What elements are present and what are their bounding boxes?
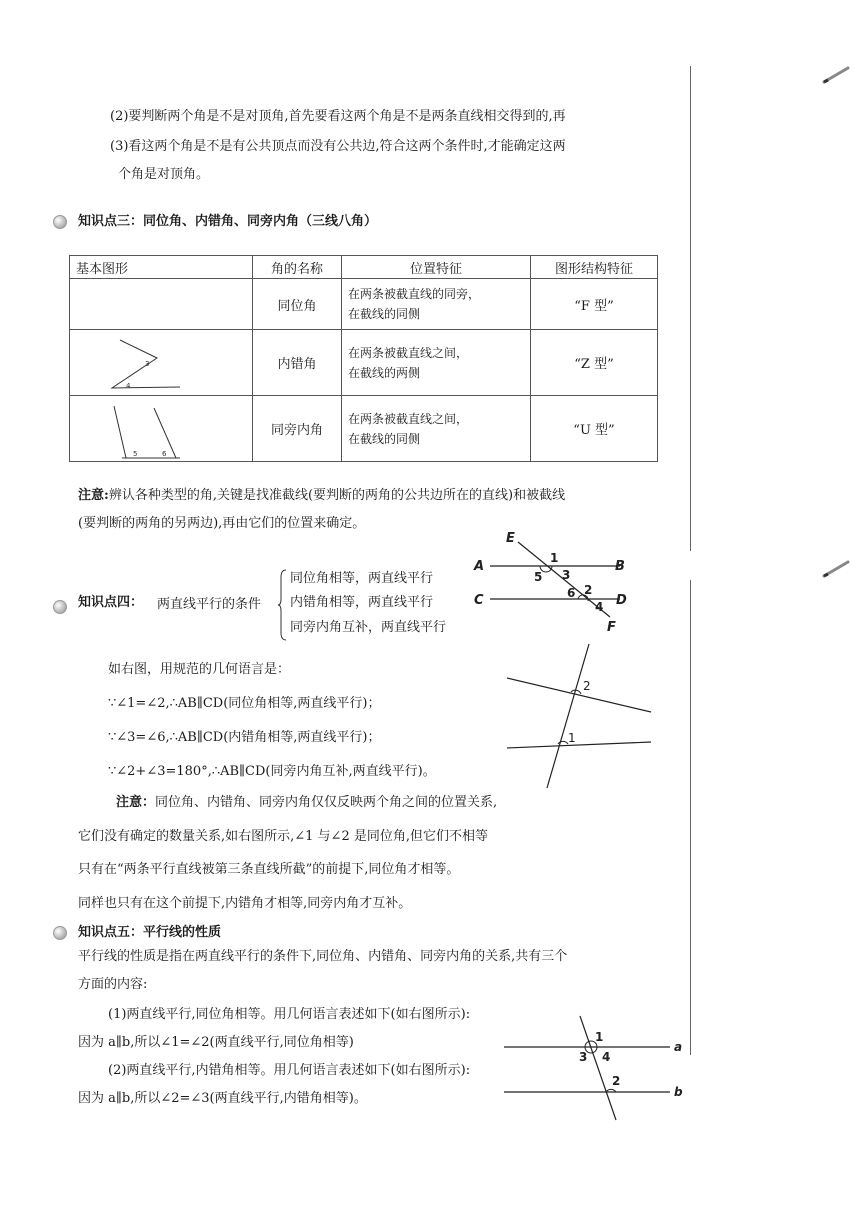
pencil-icon (822, 66, 852, 86)
u-label-5: 5 (133, 450, 138, 458)
z-label-3: 3 (145, 360, 150, 368)
angle-name: 同位角 (253, 279, 342, 330)
fig3-label-4: 4 (602, 1050, 611, 1064)
fig3-label-a: a (674, 1040, 683, 1054)
fig-label-2: 2 (584, 583, 593, 597)
bullet-icon (53, 926, 67, 940)
position-feature: 在两条被截直线之间， 在截线的两侧 (342, 330, 531, 396)
table-header: 角的名称 (253, 256, 342, 279)
intro-line-3: 个角是对顶角。 (118, 167, 210, 182)
condition-item: 同位角相等，两直线平行 (290, 571, 434, 586)
kp5-paragraph-2: 方面的内容: (78, 977, 148, 992)
brace-icon (278, 569, 288, 641)
table-header: 位置特征 (342, 256, 531, 279)
margin-rule-top (690, 66, 691, 551)
fig-label-A: A (474, 559, 485, 574)
fig-label-F: F (607, 620, 616, 635)
kp3-note-line-2: (要判断的两角的另两边),再由它们的位置来确定。 (78, 516, 366, 531)
z-figure (100, 336, 190, 396)
fig-label-4: 4 (595, 600, 604, 614)
kp5-item-2: (2)两直线平行,内错角相等。用几何语言表述如下(如右图所示): (108, 1063, 471, 1078)
angle-name: 同旁内角 (253, 396, 342, 462)
position-feature: 在两条被截直线的同旁， 在截线的同侧 (342, 279, 531, 330)
kp3-note-line-1: 注意:辨认各种类型的角,关键是找准截线(要判断的两角的公共边所在的直线)和被截线 (78, 488, 566, 503)
structure-feature: “F 型” (531, 279, 658, 330)
u-label-6: 6 (162, 450, 167, 458)
kp4-heading: 知识点四： (78, 595, 144, 610)
kp5-item-1: (1)两直线平行,同位角相等。用几何语言表述如下(如右图所示): (108, 1007, 471, 1022)
kp3-heading: 知识点三：同位角、内错角、同旁内角（三线八角） (78, 214, 378, 229)
fig3-label-2: 2 (612, 1074, 621, 1088)
kp5-paragraph-1: 平行线的性质是指在两直线平行的条件下,同位角、内错角、同旁内角的关系,共有三个 (78, 949, 568, 964)
condition-item: 同旁内角互补，两直线平行 (290, 620, 447, 635)
fig2-label-2: 2 (583, 679, 591, 693)
pencil-icon (822, 560, 852, 580)
kp4-note-line-3: 只有在“两条平行直线被第三条直线所截”的前提下,同位角才相等。 (78, 862, 460, 877)
kp4-statement-1: ∵∠1=∠2,∴AB∥CD(同位角相等,两直线平行)； (108, 696, 381, 711)
fig3-label-3: 3 (579, 1050, 588, 1064)
table-header: 图形结构特征 (531, 256, 658, 279)
z-label-4: 4 (126, 382, 131, 390)
kp4-statement-2: ∵∠3=∠6,∴AB∥CD(内错角相等,两直线平行)； (108, 730, 381, 745)
fig-label-6: 6 (567, 586, 576, 600)
table-header: 基本图形 (70, 256, 253, 279)
intro-line-1: (2)要判断两个角是不是对顶角,首先要看这两个角是不是两条直线相交得到的,再 (110, 109, 566, 124)
fig-label-5: 5 (534, 570, 543, 584)
structure-feature: “U 型” (531, 396, 658, 462)
table-row (70, 279, 658, 330)
bullet-icon (53, 215, 67, 229)
intro-line-2: (3)看这两个角是不是有公共顶点而没有公共边,符合这两个条件时,才能确定这两 (110, 139, 566, 154)
condition-item: 内错角相等，两直线平行 (290, 595, 434, 610)
transversal-figure (470, 527, 640, 642)
position-feature: 在两条被截直线之间， 在截线的同侧 (342, 396, 531, 462)
fig-label-E: E (506, 531, 515, 546)
kp5-item-2-statement: 因为 a∥b,所以∠2=∠3(两直线平行,内错角相等)。 (78, 1091, 367, 1106)
structure-feature: “Z 型” (531, 330, 658, 396)
u-figure (108, 404, 188, 464)
kp4-statement-3: ∵∠2+∠3=180°,∴AB∥CD(同旁内角互补,两直线平行)。 (108, 764, 436, 779)
margin-rule-bottom (690, 580, 691, 1055)
angle-name: 内错角 (253, 330, 342, 396)
fig-label-B: B (615, 559, 625, 574)
bullet-icon (53, 600, 67, 614)
kp4-note-line-4: 同样也只有在这个前提下,内错角才相等,同旁内角才互补。 (78, 896, 412, 911)
fig-label-D: D (616, 593, 627, 608)
fig3-label-1: 1 (595, 1030, 604, 1044)
fig-label-1: 1 (550, 551, 559, 565)
kp5-item-1-statement: 因为 a∥b,所以∠1=∠2(两直线平行,同位角相等) (78, 1035, 354, 1050)
kp4-note-line-2: 它们没有确定的数量关系,如右图所示,∠1 与∠2 是同位角,但它们不相等 (78, 829, 488, 844)
fig3-label-b: b (674, 1085, 683, 1099)
kp4-condition: 两直线平行的条件 (157, 597, 262, 612)
kp4-intro: 如右图，用规范的几何语言是： (108, 662, 291, 677)
fig-label-3: 3 (562, 568, 571, 582)
conditions-list (290, 568, 468, 643)
fig-label-C: C (474, 593, 484, 608)
figure-cell (70, 279, 253, 330)
fig2-label-1: 1 (568, 731, 576, 745)
kp5-heading: 知识点五：平行线的性质 (78, 925, 222, 940)
parallel-lines-figure (500, 1014, 690, 1124)
kp4-note-line-1: 注意：同位角、内错角、同旁内角仅仅反映两个角之间的位置关系, (116, 795, 498, 810)
non-parallel-figure (505, 640, 655, 790)
